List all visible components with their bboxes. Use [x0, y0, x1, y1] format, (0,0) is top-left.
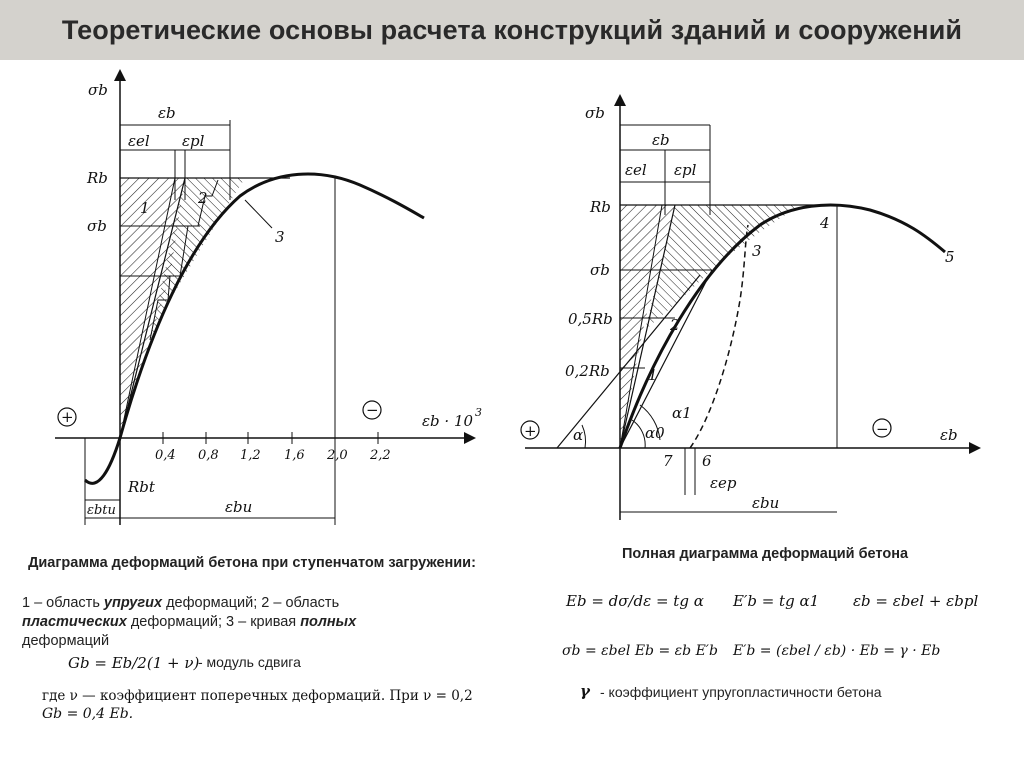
formula-tangent-modulus: Eb = dσ/dε = tg α	[566, 592, 704, 610]
shear-modulus-text: - модуль сдвига	[198, 654, 301, 670]
right-diagram-labels	[524, 104, 958, 512]
right-plus-sign: +	[524, 422, 537, 440]
page-title: Теоретические основы расчета конструкций зданий и сооружений	[61, 15, 963, 45]
legend-part: деформаций; 3 – кривая	[126, 614, 301, 630]
right-curve-4: 4	[820, 214, 830, 232]
left-tick-label: 1,6	[284, 448, 305, 463]
poisson-result: Gb = 0,4 Eb.	[42, 706, 134, 722]
right-curve-1: 1	[648, 366, 658, 384]
legend-part: деформаций; 2 – область	[162, 595, 340, 611]
right-y-axis-label: σb	[585, 104, 605, 122]
left-sigma-label: σb	[87, 217, 107, 235]
left-ebu-label: εbu	[225, 498, 253, 516]
right-Rb-label: Rb	[590, 198, 611, 216]
legend-part: 1 – область	[22, 595, 104, 611]
right-curve-2: 2	[670, 316, 680, 334]
right-x-axis-label: εb	[940, 426, 958, 444]
right-curve-5: 5	[945, 248, 955, 266]
legend-elastic: упругих	[103, 595, 163, 611]
right-02Rb-label: 0,2Rb	[565, 362, 610, 380]
left-tick-label: 2,2	[370, 448, 391, 463]
right-eps-pl-label: εpl	[674, 161, 697, 179]
left-x-axis-exp: 3	[475, 406, 482, 419]
right-curve-6: 6	[702, 452, 712, 470]
left-Rbt-label: Rbt	[128, 478, 155, 496]
right-caption-title: Полная диаграмма деформаций бетона	[622, 546, 909, 562]
left-tick-label: 2,0	[327, 448, 348, 463]
right-alpha0-label: α0	[645, 424, 665, 442]
left-minus-sign: −	[366, 401, 379, 419]
legend-part: деформаций	[22, 633, 110, 649]
legend-plastic: пластических	[22, 614, 127, 630]
right-05Rb-label: 0,5Rb	[568, 310, 613, 328]
gamma-symbol: γ	[580, 682, 590, 700]
title-bar	[0, 0, 1024, 60]
deformation-diagrams	[0, 60, 1024, 540]
left-region-3: 3	[275, 228, 285, 246]
right-alpha-label: α	[573, 426, 584, 444]
left-tick-label: 0,4	[155, 448, 176, 463]
left-eps-el-label: εel	[128, 132, 150, 150]
shear-modulus-formula: Gb = Eb/2(1 + ν)	[68, 654, 200, 672]
left-caption-title: Диаграмма деформаций бетона при ступенчатом загружении:	[28, 555, 476, 571]
right-ebu-label: εbu	[752, 494, 780, 512]
poisson-text: где ν — коэффициент поперечных деформаций. При ν = 0,2	[42, 688, 473, 704]
left-tick-label: 0,8	[198, 448, 219, 463]
left-eps-b-label: εb	[158, 104, 176, 122]
gamma-text: - коэффициент упругопластичности бетона	[600, 684, 882, 700]
left-tick-label: 1,2	[240, 448, 261, 463]
right-sigma-label: σb	[590, 261, 610, 279]
right-curve-3: 3	[752, 242, 762, 260]
legend-full: полных	[300, 614, 357, 630]
right-minus-sign: −	[876, 420, 889, 438]
left-plus-sign: +	[61, 408, 74, 426]
left-region-2: 2	[198, 189, 208, 207]
left-diagram	[55, 75, 470, 525]
left-eps-pl-label: εpl	[182, 132, 205, 150]
left-region-1: 1	[140, 199, 150, 217]
right-alpha1-label: α1	[672, 404, 692, 422]
formula-gamma: E′b = (εbel / εb) · Eb = γ · Eb	[733, 643, 941, 659]
left-y-axis-label: σb	[88, 81, 108, 99]
right-curve-7: 7	[663, 452, 673, 470]
right-eps-el-label: εel	[625, 161, 647, 179]
left-caption-legend	[22, 594, 452, 651]
right-eep-label: εep	[710, 474, 737, 492]
right-eps-b-label: εb	[652, 131, 670, 149]
formula-stress: σb = εbel Eb = εb E′b	[562, 643, 718, 659]
formula-secant-modulus: E′b = tg α1	[733, 592, 820, 610]
formula-strain-sum: εb = εbel + εbpl	[853, 592, 979, 610]
left-Rb-label: Rb	[87, 169, 108, 187]
left-x-axis-label: εb · 10	[422, 412, 474, 430]
left-ebtu-label: εbtu	[87, 503, 116, 518]
